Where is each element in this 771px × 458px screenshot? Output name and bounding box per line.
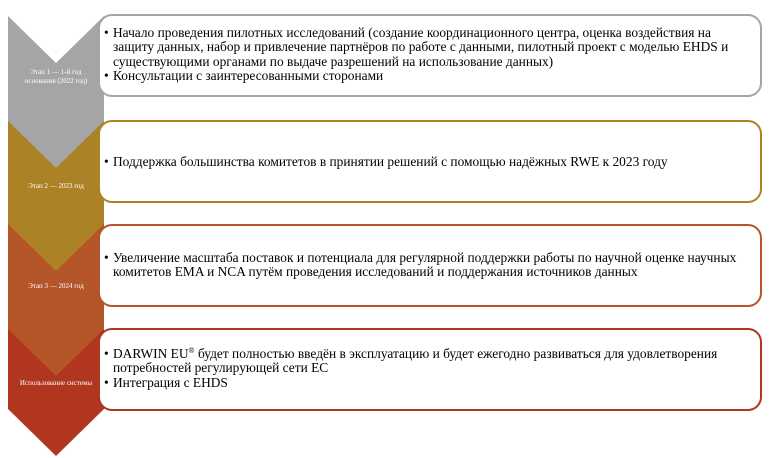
stage-2-box [98,120,762,203]
stage-4-bullet-2: • Интеграция с EHDS [104,376,752,390]
darwin-eu-name: DARWIN EU [113,346,189,361]
stage-4-label: Использование системы [19,379,93,387]
stage-2-label: Этап 2 — 2023 год [28,182,84,190]
stage-2-bullets [104,155,752,169]
stage-4-bullets [104,347,752,390]
registered-mark: ® [188,346,195,355]
stage-4-box [98,328,762,411]
stage-3-bullets [104,251,752,280]
stage-1-bullet-2: • Консультации с заинтересованными сторонами [104,69,752,83]
stage-3-box [98,224,762,307]
stage-1-label: Этап 1 — 1-й год основания (2022 год) [24,68,88,85]
stage-1-bullet-1: • Начало проведения пилотных исследований (создание координационного центра, оценка воздействия на защиту данных, набор и привлечение партнёров по работе с данными, пилотный проект с моделью EHDS и существующими органами по выдаче разрешений на использование данных) [104,26,752,69]
stage-2-bullet-1: • Поддержка большинства комитетов в принятии решений с помощью надёжных RWE к 2023 году [104,155,752,169]
stage-3-bullet-1: • Увеличение масштаба поставок и потенциала для регулярной поддержки работы по научной оценке научных комитетов EMA и NCA путём проведения исследований и поддержания источников данных [104,251,752,280]
stage-3-label: Этап 3 — 2024 год [28,282,84,290]
stage-1-box [98,14,762,97]
stage-1-bullets [104,26,752,84]
stage-4-bullet-1-text: будет полностью введён в эксплуатацию и будет ежегодно развиваться для удовлетворения потребностей регулирующей сети ЕС [113,346,718,376]
stage-4-bullet-1 [104,347,752,376]
